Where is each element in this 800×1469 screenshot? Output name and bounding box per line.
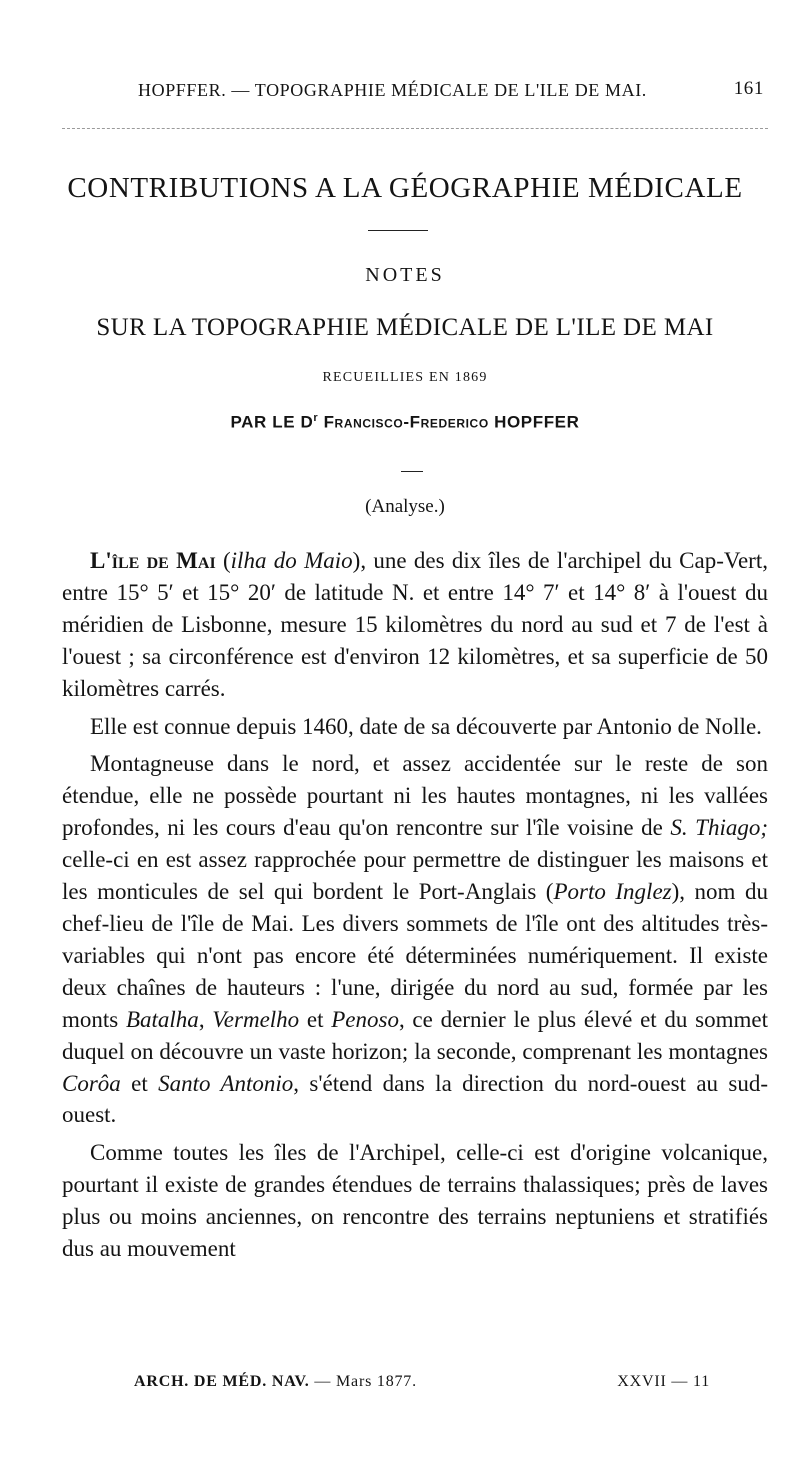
italic-run: Penoso	[331, 1006, 399, 1032]
article-body	[62, 545, 768, 1271]
analyse-label: (Analyse.)	[365, 496, 445, 517]
author-prefix: PAR LE D	[230, 412, 314, 432]
page-footer	[62, 1373, 768, 1399]
journal-name: ARCH. DE MÉD. NAV.	[134, 1373, 310, 1390]
italic-run: Santo Antonio	[158, 1070, 294, 1096]
paragraph-3	[62, 748, 768, 1131]
signature-mark: XXVII — 11	[617, 1373, 710, 1390]
italic-run: Corôa	[62, 1070, 121, 1096]
paragraph-1	[62, 545, 768, 705]
paragraph-4: Comme toutes les îles de l'Archipel, celle-ci est d'origine volcanique, pourtant il existe de grandes étendues de terrains thalassiques; près de laves plus ou moins anciennes, on rencontre des terrains neptuniens et stratifiés dus au mouvement	[62, 1140, 768, 1262]
issue-date: Mars 1877.	[336, 1373, 417, 1390]
text-run: ), nom du chef-lieu de l'île de Mai. Les divers sommets de l'île ont des altitudes très-variables qui n'ont pas encore été déterminées numériquement. Il existe deux chaînes de hauteurs : l'une, dirigée du nord au sud, formée par les monts	[62, 879, 768, 1032]
text-run: (	[215, 548, 231, 573]
text-run: et	[299, 1006, 332, 1032]
italic-run: S. Thiago;	[670, 815, 768, 841]
section-dash	[401, 471, 423, 472]
title-divider	[368, 230, 428, 231]
lead-words: L'île de Mai	[90, 548, 216, 573]
running-head	[60, 76, 768, 106]
italic-run: Batalha	[125, 1006, 199, 1032]
author-surname: HOPFFER	[494, 412, 580, 432]
header-rule	[62, 128, 768, 129]
page-number: 161	[733, 78, 764, 99]
footer-citation	[134, 1373, 417, 1391]
italic-run: Porto Inglez	[553, 879, 672, 905]
text-run: ), une des dix îles de l'archipel du Cap-Vert, entre 15° 5′ et 15° 20′ de latitude N. et entre 14° 7′ et 14° 8′ à l'ouest du méridien de Lisbonne, mesure 15 kilomètres du nord au sud et 7 de l'est à l'ouest ; sa circonférence est d'environ 12 kilomètres, et sa superficie de 50 kilomètres carrés.	[62, 548, 768, 701]
running-title: HOPFFER. — TOPOGRAPHIE MÉDICALE DE L'ILE DE MAI.	[138, 80, 647, 100]
article-subtitle: SUR LA TOPOGRAPHIE MÉDICALE DE L'ILE DE MAI	[96, 314, 714, 341]
author-line	[40, 412, 770, 433]
text-run: et	[120, 1070, 159, 1096]
italic-run: Vermelho	[212, 1006, 300, 1032]
text-run: , ce dernier le plus élevé et du sommet duquel on découvre un vaste horizon; la seconde, comprenant les montagnes	[62, 1006, 768, 1064]
paragraph-2: Elle est connue depuis 1460, date de sa découverte par Antonio de Nolle.	[90, 713, 762, 739]
italic-run: ilha do Maio	[230, 548, 353, 573]
text-run: , s'étend dans la direction du nord-ouest au sud-ouest.	[62, 1070, 769, 1128]
text-run: celle-ci en est assez rapprochée pour permettre de distinguer les maisons et les monticules de sel qui bordent le Port-Anglais (	[62, 847, 768, 905]
text-run: ,	[198, 1006, 213, 1032]
author-given-names: Francisco-Frederico	[323, 412, 489, 432]
author-title-sup: r	[313, 412, 319, 424]
main-title: CONTRIBUTIONS A LA GÉOGRAPHIE MÉDICALE	[67, 172, 743, 204]
text-run: Montagneuse dans le nord, et assez accidentée sur le reste de son étendue, elle ne possède pourtant ni les hautes montagnes, ni les vallées profondes, ni les cours d'eau qu'on rencontre sur l'île voisine de	[62, 751, 768, 841]
notes-heading: NOTES	[365, 264, 445, 286]
collected-date: RECUEILLIES EN 1869	[322, 370, 488, 385]
footer-separator: —	[309, 1373, 337, 1390]
